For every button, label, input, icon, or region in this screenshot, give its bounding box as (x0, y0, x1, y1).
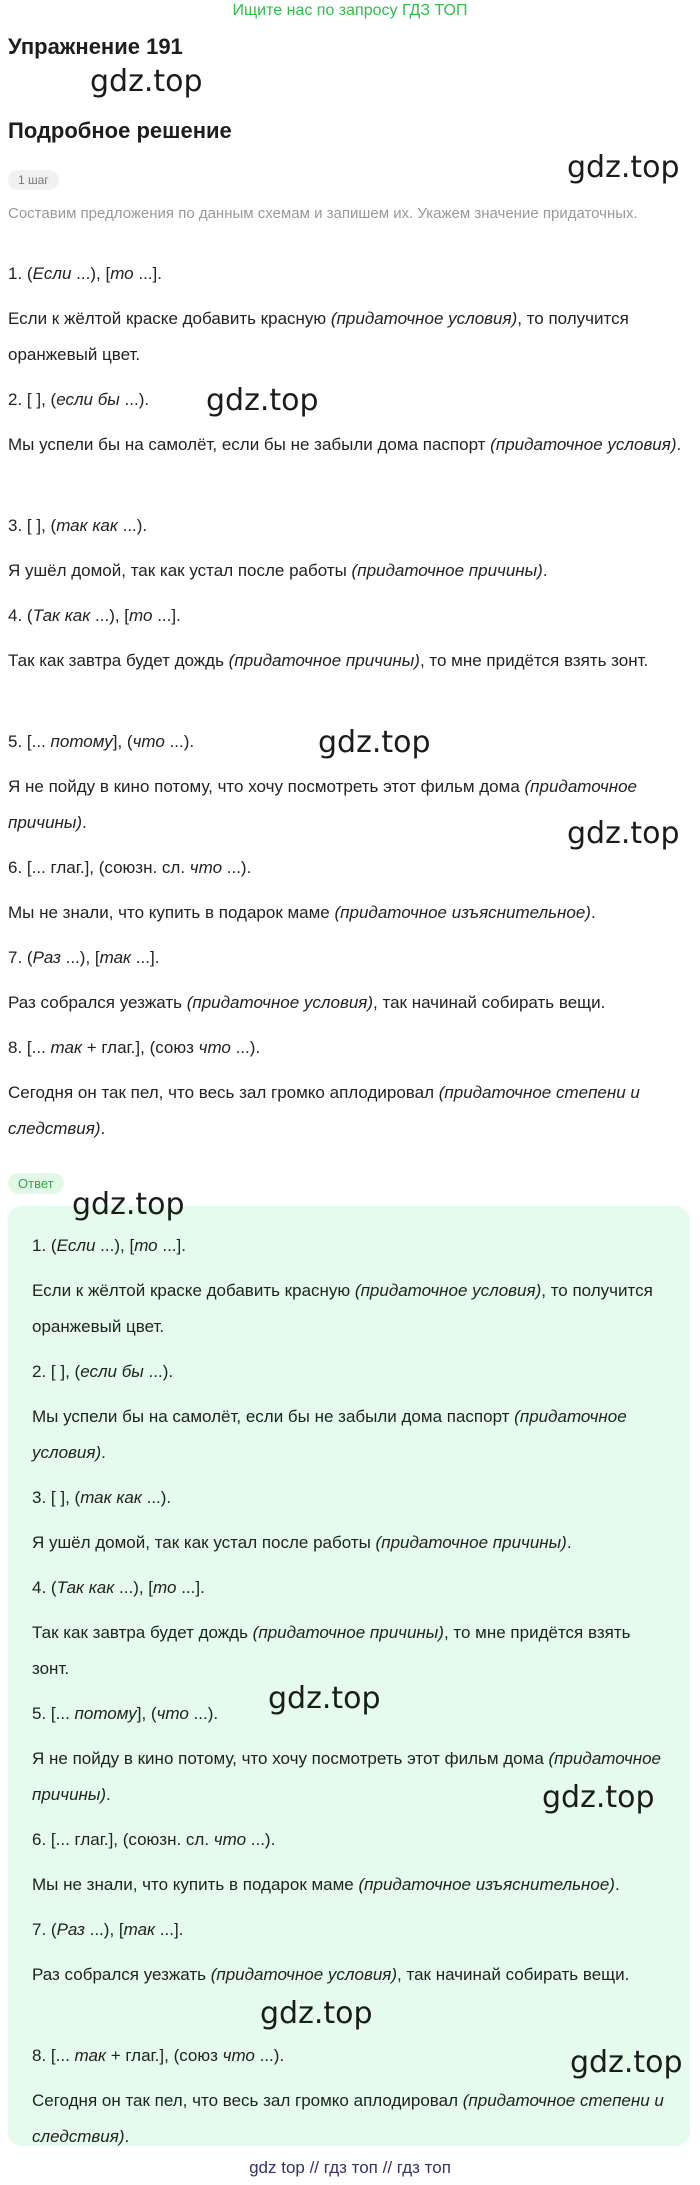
answer-sentence-2: Мы успели бы на самолёт, если бы не забыли дома паспорт (придаточное условия). (32, 1407, 627, 1462)
scheme-2: 2. [ ], (если бы ...). (8, 390, 150, 409)
answer-badge: Ответ (8, 1173, 64, 1194)
sentence-2: Мы успели бы на самолёт, если бы не забыли дома паспорт (придаточное условия). (8, 435, 682, 454)
footer-links[interactable]: gdz top // гдз топ // гдз топ (249, 2158, 451, 2177)
top-banner: Ищите нас по запросу ГДЗ ТОП (232, 2, 468, 19)
watermark: gdz.top (567, 150, 680, 185)
watermark: gdz.top (567, 816, 680, 851)
answer-sentence-6: Мы не знали, что купить в подарок маме (придаточное изъяснительное). (32, 1875, 620, 1894)
section-title: Подробное решение (8, 118, 232, 143)
answer-sentence-1: Если к жёлтой краске добавить красную (придаточное условия), то получится оранжевый цвет. (32, 1281, 653, 1336)
intro-text: Составим предложения по данным схемам и запишем их. Укажем значение придаточных. (8, 205, 638, 222)
answer-sentence-5: Я не пойду в кино потому, что хочу посмотреть этот фильм дома (придаточное причины). (32, 1749, 662, 1804)
answer-scheme-3: 3. [ ], (так как ...). (32, 1488, 172, 1507)
watermark: gdz.top (570, 2045, 683, 2080)
sentence-6: Мы не знали, что купить в подарок маме (придаточное изъяснительное). (8, 903, 596, 922)
sentence-3: Я ушёл домой, так как устал после работы (придаточное причины). (8, 561, 548, 580)
scheme-7: 7. (Раз ...), [так ...]. (8, 948, 160, 967)
answer-scheme-6: 6. [... глаг.], (союзн. сл. что ...). (32, 1830, 276, 1849)
answer-scheme-8: 8. [... так + глаг.], (союз что ...). (32, 2046, 285, 2065)
sentence-8: Сегодня он так пел, что весь зал громко аплодировал (придаточное степени и следствия). (8, 1083, 640, 1138)
answer-scheme-4: 4. (Так как ...), [то ...]. (32, 1578, 205, 1597)
answer-sentence-3: Я ушёл домой, так как устал после работы (придаточное причины). (32, 1533, 572, 1552)
watermark: gdz.top (268, 1681, 381, 1716)
sentence-5: Я не пойду в кино потому, что хочу посмотреть этот фильм дома (придаточное причины). (8, 777, 638, 832)
watermark: gdz.top (206, 383, 319, 418)
scheme-6: 6. [... глаг.], (союзн. сл. что ...). (8, 858, 252, 877)
watermark: gdz.top (542, 1780, 655, 1815)
answer-scheme-5: 5. [... потому], (что ...). (32, 1704, 219, 1723)
answer-scheme-1: 1. (Если ...), [то ...]. (32, 1236, 186, 1255)
answer-scheme-2: 2. [ ], (если бы ...). (32, 1362, 174, 1381)
watermark: gdz.top (260, 1996, 373, 2031)
scheme-5: 5. [... потому], (что ...). (8, 732, 195, 751)
sentence-1: Если к жёлтой краске добавить красную (придаточное условия), то получится оранжевый цвет. (8, 309, 629, 364)
answer-sentence-7: Раз собрался уезжать (придаточное условия), так начинай собирать вещи. (32, 1965, 630, 1984)
sentence-4: Так как завтра будет дождь (придаточное причины), то мне придётся взять зонт. (8, 651, 649, 670)
watermark: gdz.top (318, 725, 431, 760)
answer-scheme-7: 7. (Раз ...), [так ...]. (32, 1920, 184, 1939)
answer-sentence-8: Сегодня он так пел, что весь зал громко аплодировал (придаточное степени и следствия). (32, 2091, 664, 2146)
answer-sentence-4: Так как завтра будет дождь (придаточное причины), то мне придётся взять зонт. (32, 1623, 631, 1678)
step-badge: 1 шаг (8, 170, 59, 190)
scheme-4: 4. (Так как ...), [то ...]. (8, 606, 181, 625)
watermark: gdz.top (90, 64, 203, 99)
sentence-7: Раз собрался уезжать (придаточное условия), так начинай собирать вещи. (8, 993, 606, 1012)
scheme-1: 1. (Если ...), [то ...]. (8, 264, 162, 283)
page-title: Упражнение 191 (8, 34, 183, 59)
scheme-3: 3. [ ], (так как ...). (8, 516, 148, 535)
scheme-8: 8. [... так + глаг.], (союз что ...). (8, 1038, 261, 1057)
watermark: gdz.top (72, 1187, 185, 1222)
